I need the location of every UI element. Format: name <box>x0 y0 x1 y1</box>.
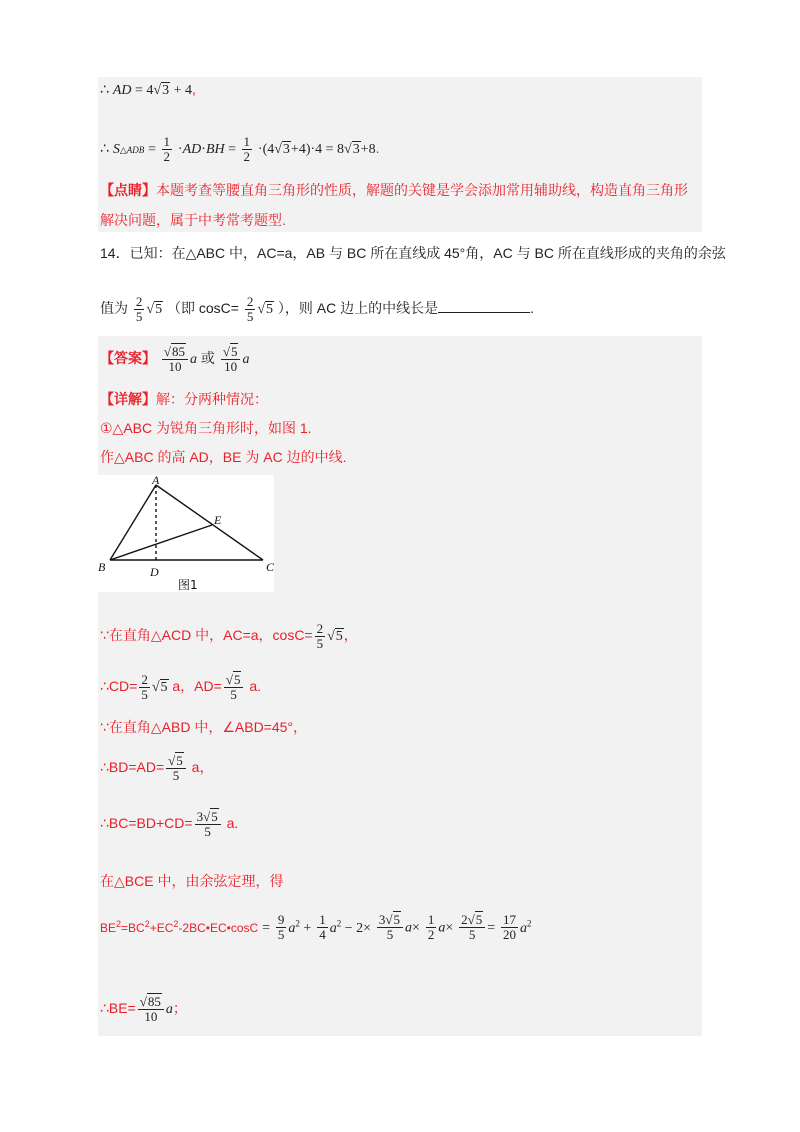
figure-caption: 图1 <box>178 578 198 592</box>
case1-line: ①△ABC 为锐角三角形时，如图 1. <box>100 420 312 436</box>
comment-line-2: 解决问题，属于中考常考题型. <box>100 212 286 228</box>
detail-line: 【详解】解：分两种情况： <box>100 391 268 407</box>
step1-line: ∵在直角△ACD 中，AC=a，cosC= $\frac{2}{5}$ √5， <box>100 620 358 651</box>
step6-line: 在△BCE 中，由余弦定理，得 <box>100 873 284 889</box>
step5-line: ∴BC=BD+CD= $\frac{3√5}{5}$ a. <box>100 808 239 839</box>
median-be <box>110 525 212 560</box>
comment-line-1: 【点睛】本题考查等腰直角三角形的性质，解题的关键是学会添加常用辅助线，构造直角三角形 <box>100 182 688 198</box>
question-line-1: 14．已知：在△ABC 中，AC=a，AB 与 BC 所在直线成 45°角，AC 与 BC 所在直线形成的夹角的余弦 <box>100 245 726 261</box>
construct-line: 作△ABC 的高 AD，BE 为 AC 边的中线. <box>100 449 347 465</box>
area-result-line: ∴ S△ADB = $\frac{1}{2}$ ·AD·BH = $\frac{1}{2}$ ·(4√3+4)·4 = 8√3+8. <box>100 134 380 164</box>
ad-result-line: ∴ AD = 4√3 + 4, <box>100 81 196 98</box>
label-a: A <box>152 475 160 487</box>
label-d: D <box>150 565 159 579</box>
step4-line: ∴BD=AD= $\frac{√5}{5}$ a， <box>100 752 214 783</box>
figure-1 <box>98 475 274 592</box>
step8-line: ∴BE= $\frac{√85}{10}$ a； <box>100 993 187 1024</box>
answer-line: 【答案】 $\frac{√85}{10}$ a 或 $\frac{√5}{10}$ a <box>100 343 250 374</box>
side-ab <box>110 485 156 560</box>
side-ac <box>156 485 263 560</box>
label-e: E <box>214 513 222 527</box>
step2-line: ∴CD= $\frac{2}{5}$ √5 a，AD= $\frac{√5}{5}$ a. <box>100 671 262 702</box>
answer-blank <box>438 298 530 313</box>
label-b: B <box>98 560 106 574</box>
question-line-2: 值为 $\frac{2}{5}$ √5 （即 cosC= $\frac{2}{5}$ √5 ），则 AC 边上的中线长是 . <box>100 293 535 324</box>
step7-line: $BE^2=BC^2+EC^2-2BC•EC•\cos C$ = $\frac{9}{5}$ $a^2$ + $\frac{1}{4}$ $a^2 - 2\times$ $\frac{3√5}{5}$ a× $\frac{1}{2}$ a× $\frac{2√5}{5}$ = $\frac{17}{20}$ $a^2$ <box>100 912 532 943</box>
label-c: C <box>266 560 274 574</box>
step3-line: ∵在直角△ABD 中，∠ABD=45°， <box>100 719 308 735</box>
